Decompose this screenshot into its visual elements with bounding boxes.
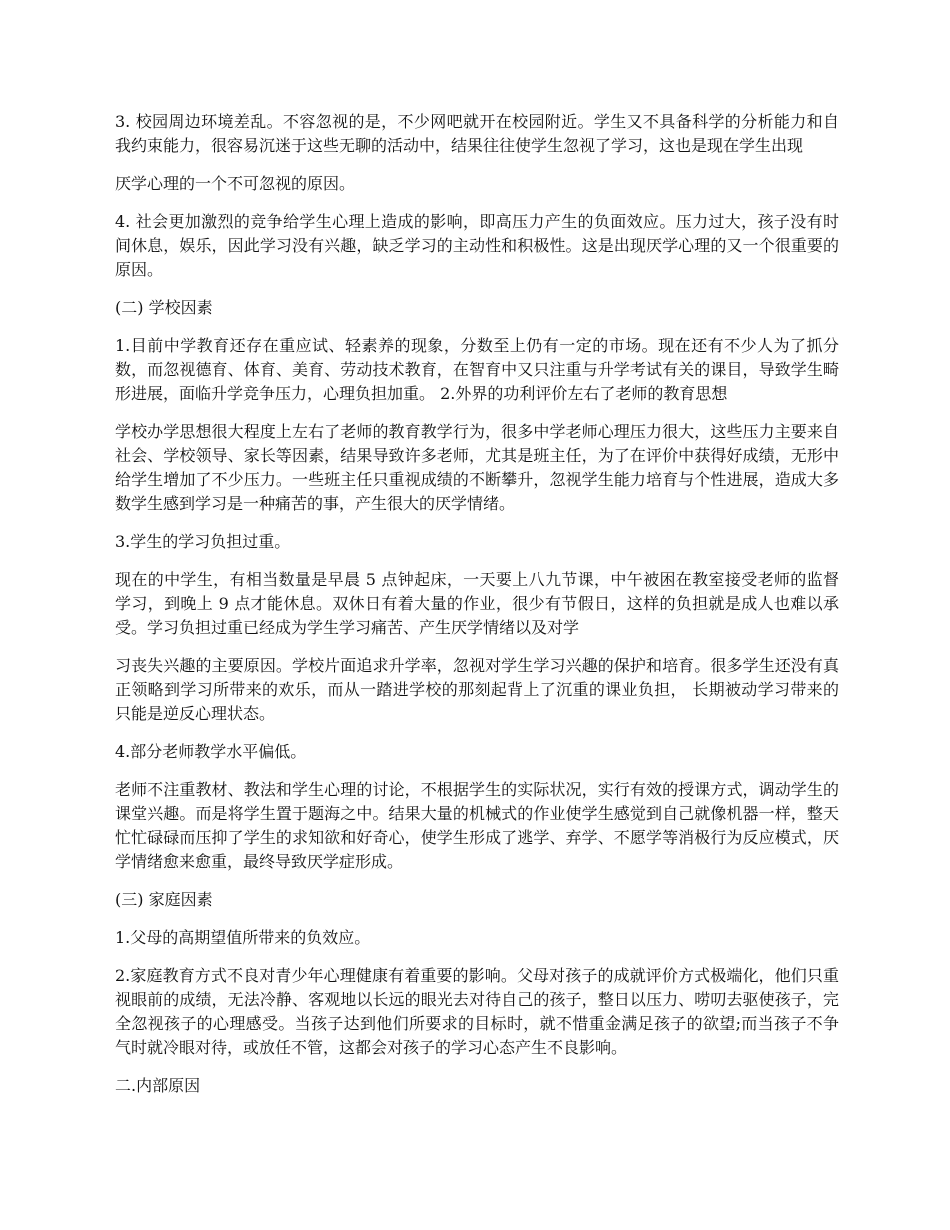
paragraph-teacher-pressure: 学校办学思想很大程度上左右了老师的教育教学行为，很多中学老师心理压力很大，这些压力主要来自社会、学校领导、家长等因素，结果导致许多老师，尤其是班主任，为了在评价中获得好成绩，无形中给学生增加了不少压力。一些班主任只重视成绩的不断攀升，忽视学生能力培育与个性进展，造成大多数学生感到学习是一种痛苦的事，产生很大的厌学情绪。: [115, 422, 839, 513]
paragraph-teaching-level: 老师不注重教材、教法和学生心理的讨论，不根据学生的实际状况，实行有效的授课方式，调动学生的课堂兴趣。而是将学生置于题海之中。结果大量的机械式的作业使学生感觉到自己就像机器一样，整天忙忙碌碌而压抑了学生的求知欲和好奇心，使学生形成了逃学、弃学、不愿学等消极行为反应模式，厌学情绪愈来愈重，最终导致厌学症形成。: [115, 780, 839, 871]
section-heading-school-factors: (二) 学校因素: [115, 298, 213, 317]
paragraph-exam-oriented: 1.目前中学教育还存在重应试、轻素养的现象，分数至上仍有一定的市场。现在还有不少人为了抓分数，而忽视德育、体育、美育、劳动技术教育，在智育中又只注重与升学考试有关的课目，导致学生畸形进展，面临升学竞争压力，心理负担加重。 2.外界的功利评价左右了老师的教育思想: [115, 336, 839, 403]
paragraph-campus-environment-cont: 厌学心理的一个不可忽视的原因。: [115, 174, 356, 193]
paragraph-social-pressure: 4. 社会更加激烈的竞争给学生心理上造成的影响，即高压力产生的负面效应。压力过大，孩子没有时间休息，娱乐，因此学习没有兴趣，缺乏学习的主动性和积极性。这是出现厌学心理的又一个很重要的原因。: [115, 212, 839, 279]
paragraph-family-education: 2.家庭教育方式不良对青少年心理健康有着重要的影响。父母对孩子的成就评价方式极端化，他们只重视眼前的成绩，无法冷静、客观地以长远的眼光去对待自己的孩子，整日以压力、唠叨去驱使孩子，完全忽视孩子的心理感受。当孩子达到他们所要求的目标时，就不惜重金满足孩子的欲望;而当孩子不争气时就冷眼对待，或放任不管，这都会对孩子的学习心态产生不良影响。: [115, 966, 839, 1057]
subheading-study-burden: 3.学生的学习负担过重。: [115, 532, 291, 551]
subheading-parent-expectation: 1.父母的高期望值所带来的负效应。: [115, 928, 371, 947]
document-page: [115, 110, 839, 1098]
paragraph-study-burden: 现在的中学生，有相当数量是早晨 5 点钟起床，一天要上八九节课，中午被困在教室接受老师的监督学习，到晚上 9 点才能休息。双休日有着大量的作业，很少有节假日，这样的负担就是成人也难以承受。学习负担过重已经成为学生学习痛苦、产生厌学情绪以及对学: [115, 570, 839, 637]
subheading-teaching-level: 4.部分老师教学水平偏低。: [115, 742, 307, 761]
section-heading-family-factors: (三) 家庭因素: [115, 890, 213, 909]
paragraph-study-burden-cont: 习丧失兴趣的主要原因。学校片面追求升学率，忽视对学生学习兴趣的保护和培育。很多学生还没有真正领略到学习所带来的欢乐，而从一踏进学校的那刻起背上了沉重的课业负担， 长期被动学习带来的只能是逆反心理状态。: [115, 656, 839, 723]
section-heading-internal-causes: 二.内部原因: [115, 1076, 201, 1095]
paragraph-campus-environment: 3. 校园周边环境差乱。不容忽视的是，不少网吧就开在校园附近。学生又不具备科学的分析能力和自我约束能力，很容易沉迷于这些无聊的活动中，结果往往使学生忽视了学习，这也是现在学生出现: [115, 112, 839, 155]
